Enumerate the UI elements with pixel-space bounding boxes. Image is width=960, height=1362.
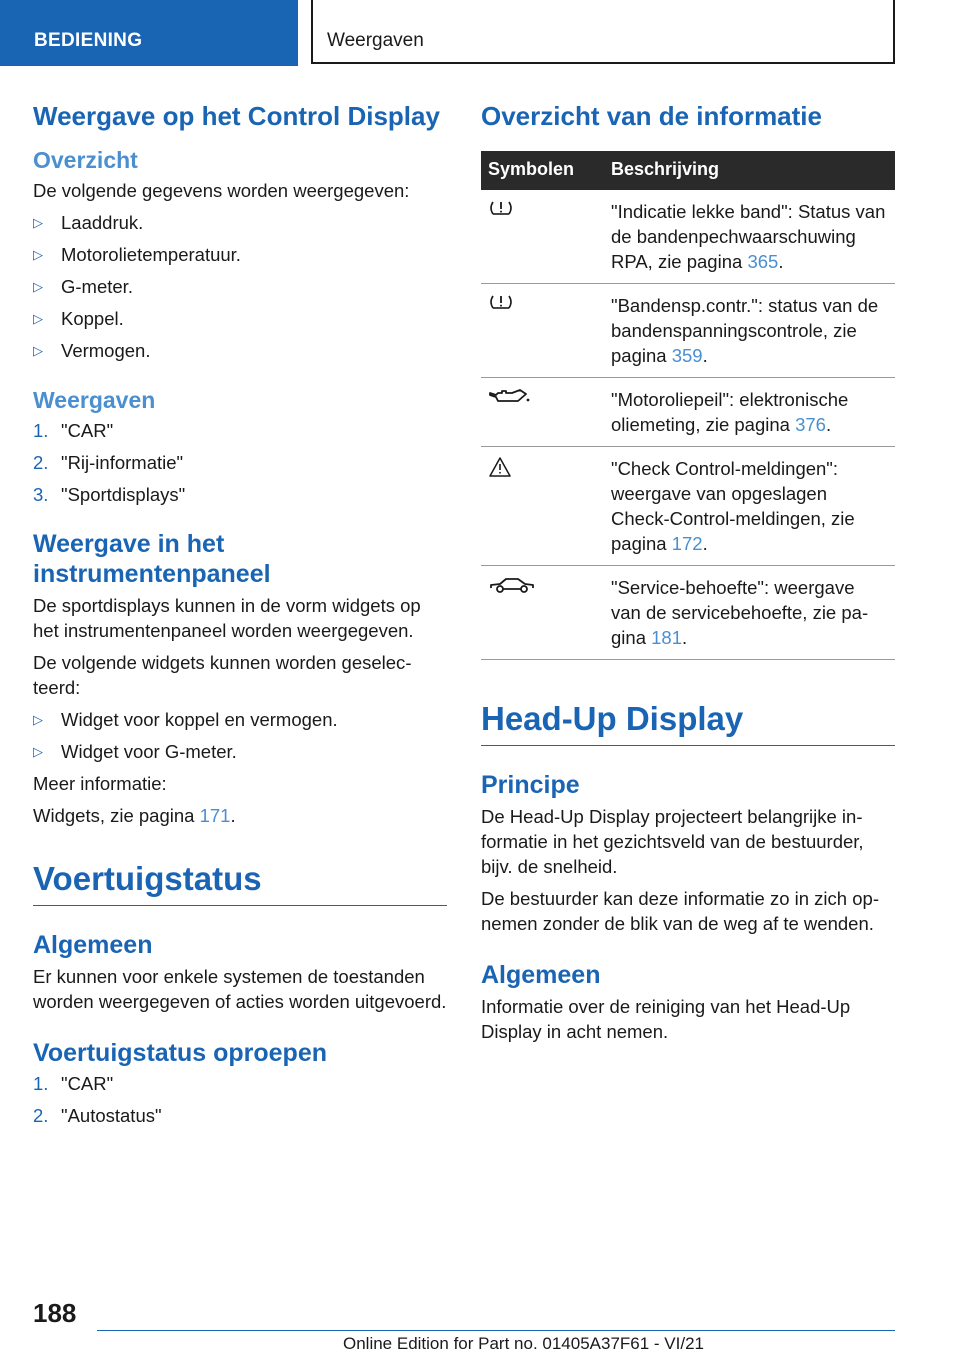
- subheading-principle: Principe: [481, 770, 580, 799]
- list-item: ▷ Laaddruk.: [33, 212, 144, 234]
- table-row: "Service-behoefte": weergave van de servicebehoefte, zie pagina 181.: [481, 565, 895, 659]
- hud-general-text: Informatie over de reiniging van het Head-Up Display in acht nemen.: [481, 995, 851, 1042]
- instrument-paragraph: De sportdisplays kunnen in de vorm widgets op het instrumentenpaneel worden weergegeven.: [33, 594, 421, 641]
- list-item: ▷ Vermogen.: [33, 340, 151, 362]
- bullet-triangle-icon: ▷: [33, 215, 43, 231]
- left-column: [33, 100, 447, 1128]
- page-link[interactable]: 172: [671, 532, 703, 554]
- overview-intro: De volgende gegevens worden weergegeven:: [33, 180, 410, 202]
- table-row: "Motoroliepeil": elektronische oliemeting, zie pagina 376.: [481, 377, 895, 446]
- widgets-reference: Widgets, zie pagina 171.: [33, 804, 236, 826]
- table-header-row: [481, 151, 895, 190]
- subheading-overview: Overzicht: [33, 146, 138, 173]
- subheading-call-vehicle-status: Voertuigstatus oproepen: [33, 1038, 328, 1067]
- column-header-description: Beschrijving: [604, 151, 895, 190]
- step-item: 1. "CAR": [33, 1072, 114, 1094]
- column-header-symbols: Symbolen: [481, 151, 604, 190]
- bullet-triangle-icon: ▷: [33, 247, 43, 263]
- subheading-general: Algemeen: [33, 930, 153, 959]
- instrument-widgets-intro: De volgende widgets kunnen worden geselecteerd:: [33, 651, 412, 698]
- chapter-heading-head-up-display: Head-Up Display: [481, 698, 895, 746]
- service-car-icon: [488, 575, 536, 595]
- section-heading-info-overview: Overzicht van de informatie: [481, 101, 822, 131]
- chapter-title: Weergaven: [311, 0, 895, 64]
- table-row: "Check Control-meldingen": weergave van opgeslagen Check-Control-meldingen, zie pagina 172.: [481, 446, 895, 565]
- vehicle-status-general-text: Er kunnen voor enkele systemen de toestanden worden weergegeven of acties worden uitgevoerd.: [33, 965, 447, 1012]
- list-item: ▷ G-meter.: [33, 276, 133, 298]
- chapter-heading-vehicle-status: Voertuigstatus: [33, 858, 447, 906]
- page-header: [0, 0, 960, 66]
- edition-info: Online Edition for Part no. 01405A37F61 - VI/21: [343, 1334, 705, 1353]
- oil-can-icon: [488, 387, 532, 407]
- step-item: 2. "Rij-informatie": [33, 451, 184, 473]
- subheading-general: Algemeen: [481, 960, 601, 989]
- subheading-views: Weergaven: [33, 387, 156, 414]
- step-item: 3. "Sportdisplays": [33, 483, 186, 505]
- bullet-triangle-icon: ▷: [33, 311, 43, 327]
- list-item: ▷ Widget voor G-meter.: [33, 740, 237, 762]
- overview-list: [33, 210, 447, 363]
- bullet-triangle-icon: ▷: [33, 279, 43, 295]
- list-item: ▷ Koppel.: [33, 308, 124, 330]
- warning-triangle-icon: [488, 456, 512, 478]
- subheading-instrument-panel: Weergave in het instrumentenpaneel: [33, 529, 271, 588]
- vehicle-status-steps: [33, 1071, 447, 1128]
- page-link[interactable]: 359: [671, 344, 703, 366]
- step-item: 1. "CAR": [33, 419, 114, 441]
- widget-list: [33, 707, 447, 764]
- list-item: ▷ Widget voor koppel en vermogen.: [33, 708, 338, 730]
- right-column: [481, 100, 895, 1044]
- bullet-triangle-icon: ▷: [33, 343, 43, 359]
- principle-paragraph-2: De bestuurder kan deze informatie zo in zich opnemen zonder de blik van de weg af te wenden.: [481, 887, 879, 934]
- section-heading-control-display: Weergave op het Control Display: [33, 101, 440, 131]
- table-row: "Bandensp.contr.": status van de bandenspanningscontrole, zie pagina 359.: [481, 283, 895, 377]
- tire-pressure-warning-icon: [488, 293, 514, 313]
- page-link[interactable]: 171: [199, 804, 231, 826]
- list-item: ▷ Motorolietemperatuur.: [33, 244, 241, 266]
- page-link[interactable]: 376: [795, 413, 826, 435]
- page-number: 188: [33, 1298, 77, 1328]
- more-info-label: Meer informatie:: [33, 772, 167, 794]
- symbols-table: [481, 151, 895, 660]
- footer-divider: [97, 1330, 895, 1331]
- bullet-triangle-icon: ▷: [33, 743, 43, 759]
- tire-pressure-warning-icon: [488, 199, 514, 219]
- table-row: "Indicatie lekke band": Status van de bandenpechwaarschuwing RPA, zie pagina 365.: [481, 190, 895, 284]
- page-link[interactable]: 365: [747, 250, 779, 272]
- section-tab: BEDIENING: [0, 0, 298, 66]
- bullet-triangle-icon: ▷: [33, 711, 43, 727]
- principle-paragraph-1: De Head-Up Display projecteert belangrijke informatie in het gezichtsveld van de bestuurder, bijv. de snelheid.: [481, 805, 864, 877]
- views-steps: [33, 418, 447, 507]
- page-link[interactable]: 181: [651, 626, 682, 648]
- step-item: 2. "Autostatus": [33, 1104, 162, 1126]
